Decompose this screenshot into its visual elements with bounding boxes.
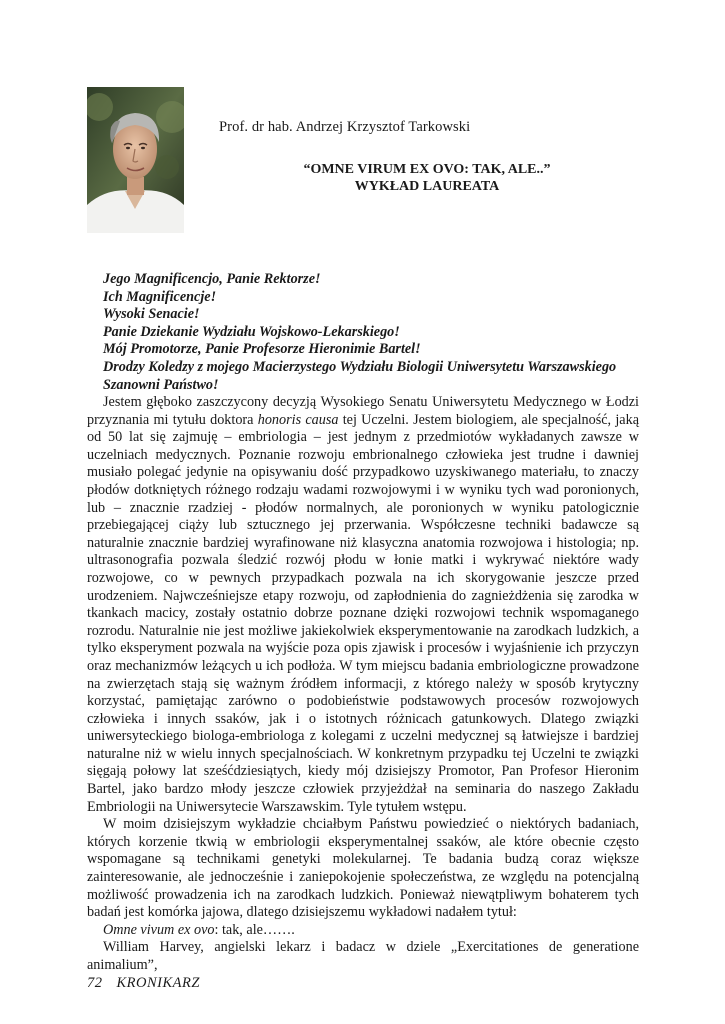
title-line-2: WYKŁAD LAUREATA bbox=[354, 179, 500, 194]
greeting-line: Panie Dziekanie Wydziału Wojskowo-Lekarskiego! bbox=[103, 323, 400, 340]
lecture-title bbox=[240, 161, 614, 195]
greeting-line: Drodzy Koledzy z mojego Macierzystego Wydziału Biologii Uniwersytetu Warszawskiego bbox=[103, 358, 617, 375]
page-number: 72 bbox=[87, 975, 103, 991]
italic-phrase: Omne vivum ex ovo bbox=[103, 921, 215, 938]
greeting-line: Ich Magnificencje! bbox=[103, 288, 217, 305]
paragraph: William Harvey, angielski lekarz i badacz w dziele „Exercitationes de generatione animalium”, bbox=[87, 939, 639, 973]
greeting-line: Szanowni Państwo! bbox=[103, 376, 219, 393]
author-portrait bbox=[87, 87, 184, 233]
greeting-line: Jego Magnificencjo, Panie Rektorze! bbox=[103, 271, 321, 287]
greeting-line: Wysoki Senacie! bbox=[103, 306, 200, 323]
text-run: Jestem głęboko zaszczycony decyzją Wysokiego Senatu Uniwersytetu Medycznego w Łodzi przyznania mi tytułu doktora bbox=[87, 394, 639, 428]
italic-phrase: honoris causa bbox=[257, 411, 339, 428]
text-run: tej Uczelni. Jestem biologiem, ale specjalność, jaką od 50 lat się zajmuję – embriologia – jest jednym z przedmiotów wykładanych zawsze w uczelniach medycznych. Poznanie rozwoju embrionalnego człowieka jest trudne i dawniej musiało polegać jedynie na opisywaniu dość przypadkowo uzyskiwanego materiału, to znaczy płodów dotkniętych różnego rodzaju wadami rozwojowymi i w wyniku tych wad poronionych, lub – znacznie rzadziej - płodów normalnych, ale poronionych w wyniku patologicznie przebiegającej ciąży lub sztucznego jej przerwania. Współczesne techniki badawcze są naturalnie znacznie bardziej wyrafinowane niż klasyczna anatomia rozwojowa i histologia; np. ultrasonografia pozwala śledzić rozwój płodu w łonie matki i wykrywać niektóre wady rozwojowe, co w pewnych przypadkach pozwala na ich skorygowanie jeszcze przed urodzeniem. Najwcześniejsze etapy rozwoju, od zapłodnienia do zagnieżdżenia się zarodka w tkankach macicy, zostały ostatnio dobrze poznane dzięki rozwojowi technik wspomaganego rozrodu. Naturalnie nie jest możliwe jakiekolwiek eksperymentowanie na zarodkach ludzkich, a tylko eksperyment pozwala na wyjście poza opis zjawisk i procesów i wyjaśnienie ich przyczyn oraz mechanizmów leżących u ich podłoża. W tym miejscu badania embriologiczne prowadzone na zwierzętach stają się ważnym źródłem informacji, z którego należy w sposób krytyczny korzystać, pamiętając zarówno o podobieństwie podstawowych procesów rozwojowych człowieka i innych ssaków, jak i o istotnych różnicach gatunkowych. Dlatego związki uniwersyteckiego biologa-embriologa z kolegami z uczelni medycznej są łatwiejsze i bardziej naturalne niż w wielu innych specjalnościach. W konkretnym przypadku tej Uczelni te związki sięgają połowy lat sześćdziesiątych, kiedy mój dzisiejszy Promotor, Pan Profesor Hieronim Bartel, jako bardzo młody jeszcze człowiek przyjeżdżał na seminaria do naszego Zakładu Embriologii na Uniwersytecie Warszawskim. Tyle tytułem wstępu. bbox=[87, 411, 639, 815]
page-footer bbox=[87, 975, 200, 992]
paragraph: W moim dzisiejszym wykładzie chciałbym Państwu powiedzieć o niektórych badaniach, których korzenie tkwią w embriologii eksperymentalnej ssaków, ale które obecnie często wspomagane są technikami genetyki molekularnej. Te badania budzą coraz większe zainteresowanie, ale jednocześnie i zaniepokojenie społeczeństwa, ze względu na potencjalną możliwość prowadzenia ich na zarodkach ludzkich. Ponieważ niewątpliwym bohaterem tych badań jest komórka jajowa, dlatego dzisiejszemu wykładowi nadałem tytuł: bbox=[87, 816, 639, 921]
author-name: Prof. dr hab. Andrzej Krzysztof Tarkowski bbox=[219, 119, 471, 135]
body-text bbox=[87, 394, 639, 975]
text-run: : tak, ale……. bbox=[214, 921, 295, 938]
greeting-line: Mój Promotorze, Panie Profesorze Hieronimie Bartel! bbox=[103, 341, 421, 358]
title-line-1: “OMNE VIRUM EX OVO: TAK, ALE..” bbox=[303, 162, 551, 177]
journal-name: KRONIKARZ bbox=[116, 975, 200, 991]
paragraph bbox=[87, 394, 639, 816]
paragraph bbox=[87, 922, 639, 940]
greetings bbox=[103, 271, 643, 394]
